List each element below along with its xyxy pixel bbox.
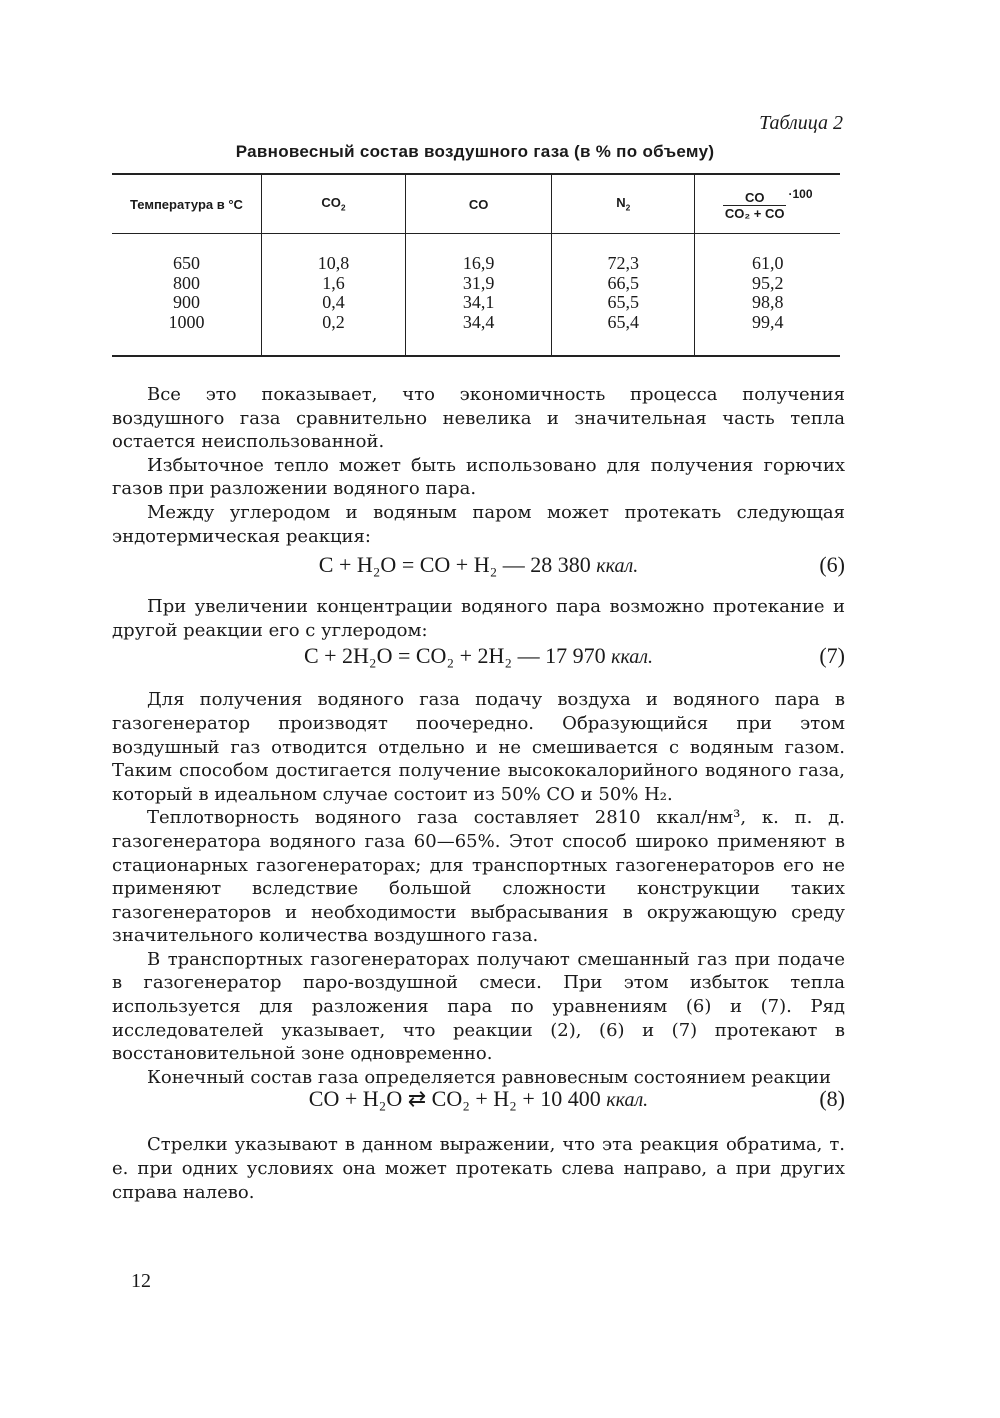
header-co: CO	[406, 174, 552, 234]
equation-7-text: C + 2H₂O = CO₂ + 2H₂ — 17 970	[303, 643, 606, 669]
paragraph-3: Между углеродом и водяным паром может протекать следующая эндотермическая реакция:	[112, 501, 845, 547]
header-ratio	[695, 174, 840, 234]
paragraph-6: Теплотворность водяного газа составляет 2810 ккал/нм³, к. п. д. газогенератора водяного газа 60—65%. Этот способ широко применяют в стационарных газогенераторах; для транспортных газогенераторов его не применяют вследствие большой сложности конструкции таких газогенераторов и необходимости выбрасывания в окружающую среду значительного количества воздушного газа.	[112, 807, 845, 947]
paragraph-1: Все это показывает, что экономичность процесса получения воздушного газа сравнительно невелика и значительная часть тепла остается неиспользованной.	[112, 384, 845, 453]
header-n2-sub: 2	[625, 202, 631, 213]
cell-co2: 10,8 1,6 0,4 0,2	[261, 234, 405, 357]
paragraph-4: При увеличении концентрации водяного пара возможно протекание и другой реакции его с углеродом:	[112, 596, 845, 641]
paragraph-7: В транспортных газогенераторах получают смешанный газ при подаче в газогенератор паро-воздушной смеси. При этом избыток тепла используется для разложения пара по уравнениям (6) и (7). Ряд исследователей указывает, что реакции (2), (6) и (7) протекают в восстановительной зоне одновременно.	[112, 948, 845, 1065]
equation-6-formula	[112, 553, 845, 579]
ratio-multiplier: ·100	[788, 187, 813, 202]
equation-8-unit: ккал.	[606, 1089, 649, 1112]
cell-temperature: 650 800 900 1000	[168, 253, 205, 332]
equation-7-formula	[112, 644, 845, 670]
table-header-row	[112, 174, 840, 234]
equation-7-number: (7)	[819, 643, 845, 669]
header-n2	[552, 174, 695, 234]
composition-table	[112, 173, 840, 357]
paragraph-2: Избыточное тепло может быть использовано для получения горючих газов при разложении водяного пара.	[112, 454, 845, 500]
equation-8-number: (8)	[819, 1086, 845, 1112]
ratio-denominator: CO₂ + CO	[724, 205, 785, 221]
equation-6	[112, 553, 845, 583]
equation-6-number: (6)	[819, 552, 845, 578]
header-temperature: Температура в °С	[112, 174, 261, 234]
cell-ratio: 61,0 95,2 98,8 99,4	[695, 234, 840, 357]
page-number: 12	[131, 1270, 151, 1292]
ratio-fraction	[723, 190, 787, 221]
cell-n2: 72,3 66,5 65,5 65,4	[552, 234, 695, 357]
header-n2-base: N	[616, 195, 626, 211]
equation-7-unit: ккал.	[611, 646, 654, 669]
header-co2-sub: 2	[340, 202, 346, 213]
table-label: Таблица 2	[759, 112, 843, 134]
cell-co: 16,9 31,9 34,1 34,4	[406, 234, 552, 357]
header-co2	[261, 174, 405, 234]
equation-8	[112, 1087, 845, 1117]
ratio-numerator: CO	[723, 190, 787, 206]
body-text	[112, 383, 845, 1204]
equation-6-unit: ккал.	[596, 555, 639, 578]
equation-6-text: C + H₂O = CO + H₂ — 28 380	[318, 552, 591, 578]
equation-8-text: CO + H₂O ⇄ CO₂ + H₂ + 10 400	[308, 1086, 601, 1112]
header-co2-base: CO	[321, 195, 341, 211]
paragraph-5: Для получения водяного газа подачу воздуха и водяного пара в газогенератор производят поочередно. Образующийся при этом воздушный газ отводится отдельно и не смешивается с водяным газом. Таким способом достигается получение высококалорийного водяного газа, который в идеальном случае состоит из 50% СО и 50% Н₂.	[112, 689, 845, 805]
paragraph-9: Стрелки указывают в данном выражении, что эта реакция обратима, т. е. при одних условиях она может протекать слева направо, а при других справа налево.	[112, 1134, 845, 1203]
equation-7	[112, 644, 845, 674]
table-row	[112, 234, 840, 357]
table-title: Равновесный состав воздушного газа (в % по объему)	[235, 142, 715, 161]
equation-8-formula	[112, 1087, 845, 1113]
paragraph-8: Конечный состав газа определяется равновесным состоянием реакции	[147, 1066, 832, 1088]
